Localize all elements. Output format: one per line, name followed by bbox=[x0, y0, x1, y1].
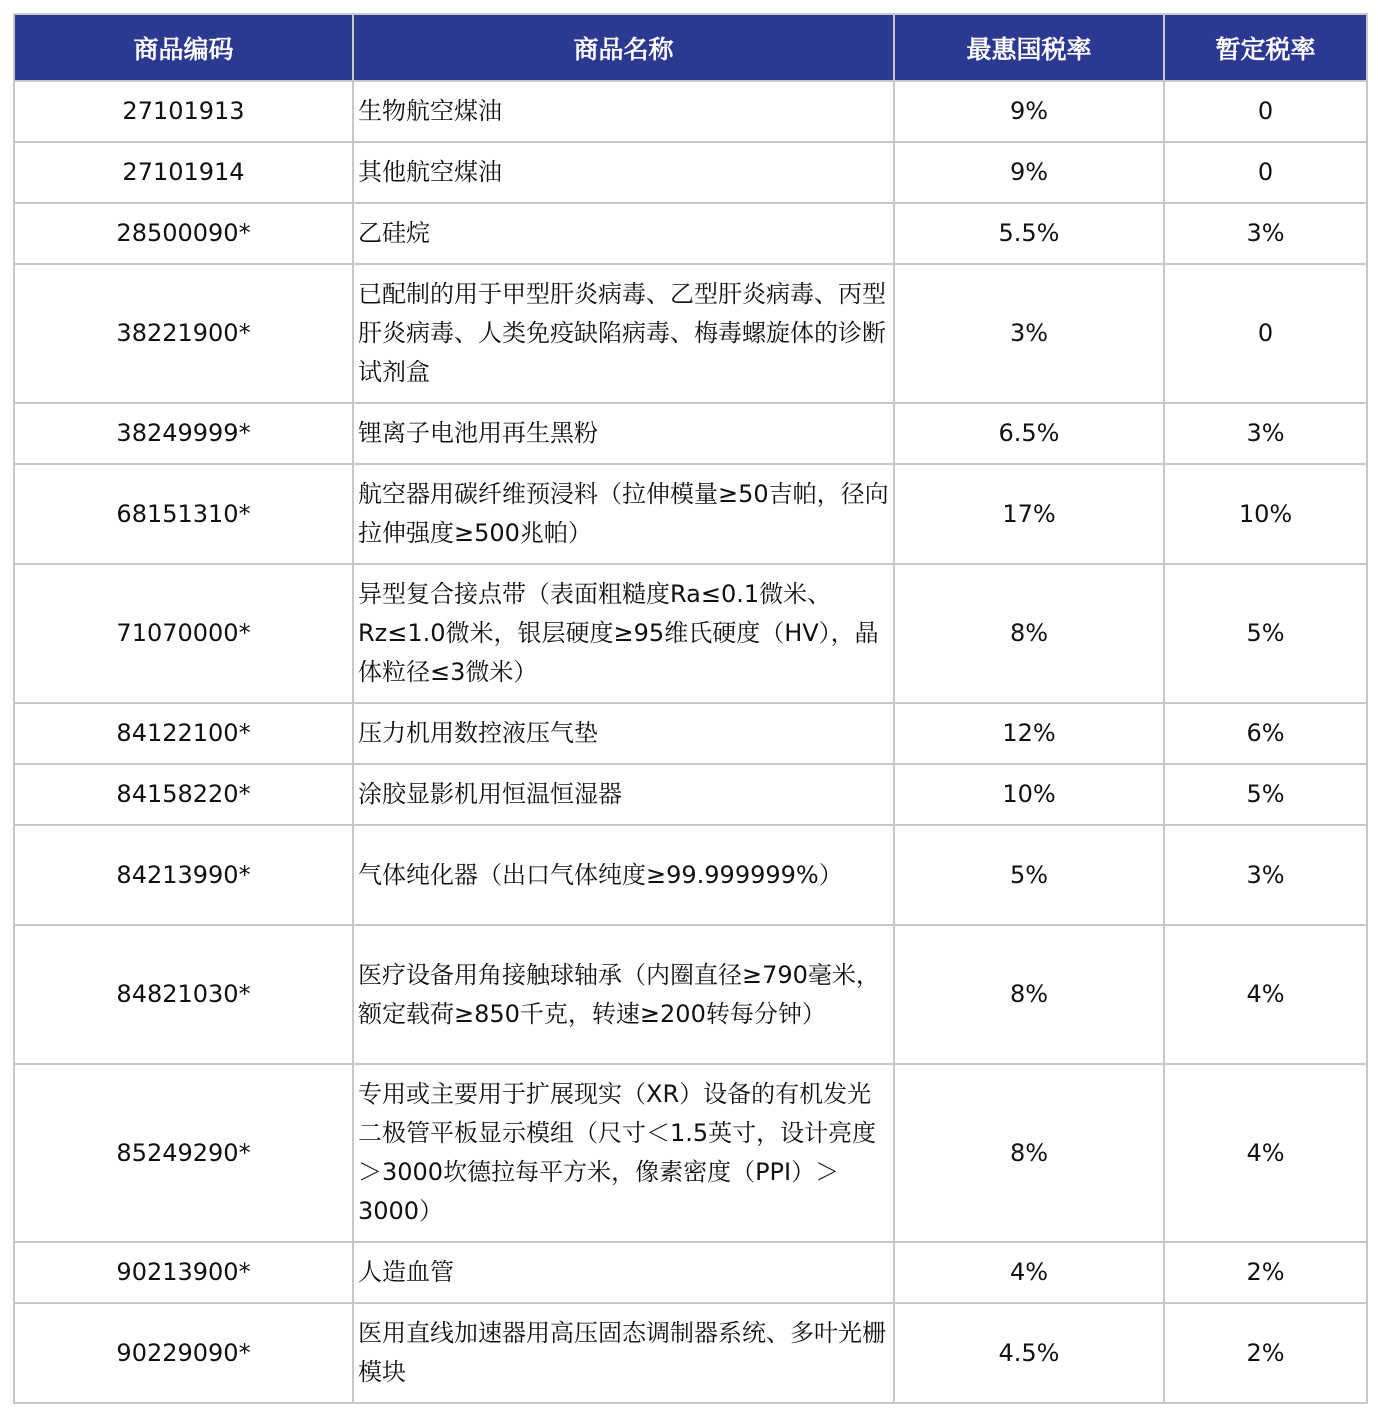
name-cell: 专用或主要用于扩展现实（XR）设备的有机发光二极管平板显示模组（尺寸＜1.5英寸，设计亮度＞3000坎德拉每平方米，像素密度（PPI）＞3000） bbox=[353, 1064, 894, 1242]
header-code: 商品编码 bbox=[14, 14, 353, 81]
code-cell: 84158220* bbox=[14, 764, 353, 825]
provisional-rate-cell: 4% bbox=[1164, 1064, 1367, 1242]
code-cell: 71070000* bbox=[14, 564, 353, 703]
provisional-rate-cell: 0 bbox=[1164, 81, 1367, 142]
name-cell: 医疗设备用角接触球轴承（内圈直径≥790毫米，额定载荷≥850千克，转速≥200转每分钟） bbox=[353, 925, 894, 1064]
table-row bbox=[14, 403, 1367, 464]
table-row bbox=[14, 564, 1367, 703]
provisional-rate-cell: 3% bbox=[1164, 403, 1367, 464]
provisional-rate-cell: 2% bbox=[1164, 1303, 1367, 1403]
mfn-rate-cell: 5.5% bbox=[894, 203, 1164, 264]
code-cell: 38249999* bbox=[14, 403, 353, 464]
provisional-rate-cell: 5% bbox=[1164, 564, 1367, 703]
mfn-rate-cell: 8% bbox=[894, 925, 1164, 1064]
code-cell: 85249290* bbox=[14, 1064, 353, 1242]
table-row bbox=[14, 81, 1367, 142]
header-provisional-rate: 暂定税率 bbox=[1164, 14, 1367, 81]
table-row bbox=[14, 264, 1367, 403]
name-cell: 已配制的用于甲型肝炎病毒、乙型肝炎病毒、丙型肝炎病毒、人类免疫缺陷病毒、梅毒螺旋体的诊断试剂盒 bbox=[353, 264, 894, 403]
provisional-rate-cell: 0 bbox=[1164, 142, 1367, 203]
table-row bbox=[14, 825, 1367, 925]
mfn-rate-cell: 5% bbox=[894, 825, 1164, 925]
table-row bbox=[14, 703, 1367, 764]
table-row bbox=[14, 203, 1367, 264]
provisional-rate-cell: 0 bbox=[1164, 264, 1367, 403]
code-cell: 90229090* bbox=[14, 1303, 353, 1403]
name-cell: 医用直线加速器用高压固态调制器系统、多叶光栅模块 bbox=[353, 1303, 894, 1403]
table-row bbox=[14, 464, 1367, 564]
code-cell: 68151310* bbox=[14, 464, 353, 564]
table-row bbox=[14, 1242, 1367, 1303]
name-cell: 涂胶显影机用恒温恒湿器 bbox=[353, 764, 894, 825]
table-row bbox=[14, 1064, 1367, 1242]
code-cell: 84122100* bbox=[14, 703, 353, 764]
mfn-rate-cell: 4.5% bbox=[894, 1303, 1164, 1403]
header-name: 商品名称 bbox=[353, 14, 894, 81]
mfn-rate-cell: 17% bbox=[894, 464, 1164, 564]
name-cell: 气体纯化器（出口气体纯度≥99.999999%） bbox=[353, 825, 894, 925]
mfn-rate-cell: 4% bbox=[894, 1242, 1164, 1303]
mfn-rate-cell: 3% bbox=[894, 264, 1164, 403]
name-cell: 乙硅烷 bbox=[353, 203, 894, 264]
provisional-rate-cell: 2% bbox=[1164, 1242, 1367, 1303]
table-row bbox=[14, 1303, 1367, 1403]
provisional-rate-cell: 3% bbox=[1164, 203, 1367, 264]
code-cell: 27101914 bbox=[14, 142, 353, 203]
provisional-rate-cell: 6% bbox=[1164, 703, 1367, 764]
name-cell: 异型复合接点带（表面粗糙度Ra≤0.1微米、Rz≤1.0微米，银层硬度≥95维氏硬度（HV），晶体粒径≤3微米） bbox=[353, 564, 894, 703]
table-row bbox=[14, 925, 1367, 1064]
code-cell: 84821030* bbox=[14, 925, 353, 1064]
code-cell: 28500090* bbox=[14, 203, 353, 264]
header-row bbox=[14, 14, 1367, 81]
mfn-rate-cell: 8% bbox=[894, 564, 1164, 703]
header-mfn-rate: 最惠国税率 bbox=[894, 14, 1164, 81]
table-row bbox=[14, 764, 1367, 825]
name-cell: 锂离子电池用再生黑粉 bbox=[353, 403, 894, 464]
mfn-rate-cell: 8% bbox=[894, 1064, 1164, 1242]
mfn-rate-cell: 9% bbox=[894, 142, 1164, 203]
name-cell: 航空器用碳纤维预浸料（拉伸模量≥50吉帕，径向拉伸强度≥500兆帕） bbox=[353, 464, 894, 564]
provisional-rate-cell: 10% bbox=[1164, 464, 1367, 564]
mfn-rate-cell: 12% bbox=[894, 703, 1164, 764]
mfn-rate-cell: 9% bbox=[894, 81, 1164, 142]
name-cell: 压力机用数控液压气垫 bbox=[353, 703, 894, 764]
code-cell: 84213990* bbox=[14, 825, 353, 925]
provisional-rate-cell: 3% bbox=[1164, 825, 1367, 925]
tariff-table bbox=[13, 13, 1368, 1404]
name-cell: 人造血管 bbox=[353, 1242, 894, 1303]
table-row bbox=[14, 142, 1367, 203]
code-cell: 27101913 bbox=[14, 81, 353, 142]
provisional-rate-cell: 5% bbox=[1164, 764, 1367, 825]
mfn-rate-cell: 10% bbox=[894, 764, 1164, 825]
mfn-rate-cell: 6.5% bbox=[894, 403, 1164, 464]
name-cell: 生物航空煤油 bbox=[353, 81, 894, 142]
name-cell: 其他航空煤油 bbox=[353, 142, 894, 203]
code-cell: 38221900* bbox=[14, 264, 353, 403]
code-cell: 90213900* bbox=[14, 1242, 353, 1303]
provisional-rate-cell: 4% bbox=[1164, 925, 1367, 1064]
